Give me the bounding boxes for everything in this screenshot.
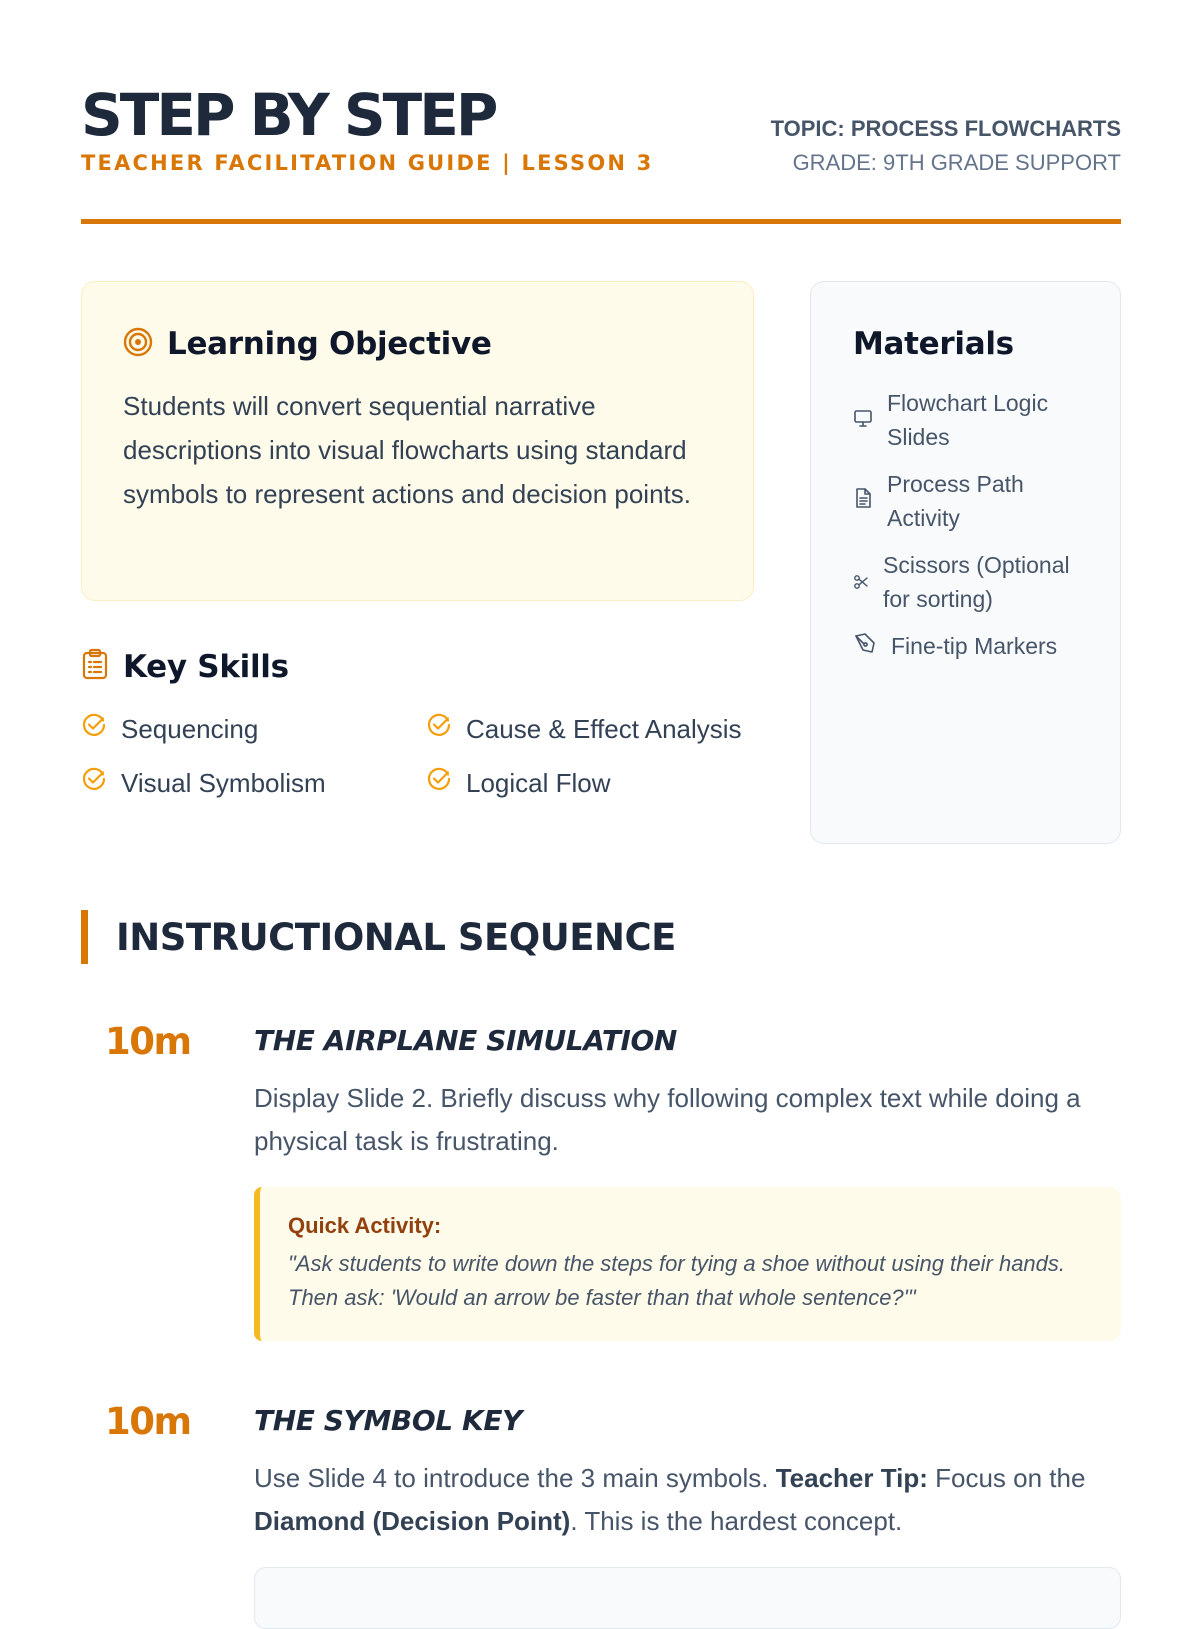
list-item [853, 467, 1080, 535]
step-description [254, 1457, 1121, 1543]
step-title: THE AIRPLANE SIMULATION [254, 1024, 677, 1057]
material-label: Scissors (Optional for sorting) [883, 552, 1070, 612]
marker-icon [853, 629, 877, 663]
skill-label: Logical Flow [466, 768, 611, 798]
desc-text: Use Slide 4 to introduce the 3 main symbols. [254, 1463, 776, 1493]
desc-text: . This is the hardest concept. [570, 1506, 903, 1536]
page-title: STEP BY STEP [81, 81, 496, 149]
skills-grid [81, 709, 754, 803]
scissors-icon [853, 565, 869, 599]
list-item [853, 629, 1080, 663]
sequence-heading-block [81, 910, 676, 964]
page-header [81, 82, 1121, 227]
list-item [853, 548, 1080, 616]
quick-activity-callout [254, 1187, 1121, 1341]
list-item [853, 386, 1080, 454]
step-description: Display Slide 2. Briefly discuss why following complex text while doing a physical task is frustrating. [254, 1083, 1081, 1156]
material-label: Process Path Activity [887, 471, 1024, 531]
materials-card [810, 281, 1121, 844]
clipboard-icon [81, 648, 109, 685]
skill-item [81, 709, 426, 749]
sequence-heading: INSTRUCTIONAL SEQUENCE [116, 915, 676, 959]
monitor-icon [853, 403, 873, 437]
desc-text: Focus on the [927, 1463, 1086, 1493]
document-icon [853, 484, 873, 518]
key-skills-section [81, 648, 754, 803]
step-title: THE SYMBOL KEY [254, 1404, 522, 1437]
objective-heading: Learning Objective [167, 326, 492, 362]
objective-text: Students will convert sequential narrative descriptions into visual flowcharts using standard symbols to represent actions and decision points. [123, 391, 691, 509]
materials-heading: Materials [853, 326, 1014, 362]
skill-label: Cause & Effect Analysis [466, 714, 742, 744]
page-subtitle: TEACHER FACILITATION GUIDE | LESSON 3 [81, 151, 654, 175]
symbol-key-panel [254, 1567, 1121, 1629]
skills-heading: Key Skills [123, 648, 289, 685]
materials-list [853, 386, 1080, 663]
desc-emphasis: Diamond (Decision Point) [254, 1506, 571, 1536]
step-duration: 10m [105, 1020, 191, 1063]
skill-item [426, 709, 754, 749]
check-circle-icon [81, 763, 107, 803]
teacher-tip-label: Teacher Tip: [775, 1463, 928, 1493]
step-body [254, 1399, 1121, 1629]
material-label: Flowchart Logic Slides [887, 390, 1049, 450]
material-label: Fine-tip Markers [891, 633, 1058, 659]
check-circle-icon [426, 763, 452, 803]
learning-objective-card [81, 281, 754, 601]
header-divider [81, 219, 1121, 224]
topic-label: TOPIC: PROCESS FLOWCHARTS [770, 116, 1121, 141]
target-icon [123, 327, 153, 362]
step-body [254, 1019, 1121, 1341]
check-circle-icon [81, 709, 107, 749]
callout-text: "Ask students to write down the steps for tying a shoe without using their hands. Then ask: 'Would an arrow be faster than that whole sentence?'" [288, 1251, 1066, 1310]
skill-item [81, 763, 426, 803]
skill-label: Visual Symbolism [121, 768, 326, 798]
skill-item [426, 763, 754, 803]
callout-label: Quick Activity: [288, 1213, 442, 1238]
skill-label: Sequencing [121, 714, 259, 744]
grade-label: GRADE: 9TH GRADE SUPPORT [792, 150, 1121, 175]
step-duration: 10m [105, 1400, 191, 1443]
check-circle-icon [426, 709, 452, 749]
lesson-meta [771, 112, 1121, 180]
